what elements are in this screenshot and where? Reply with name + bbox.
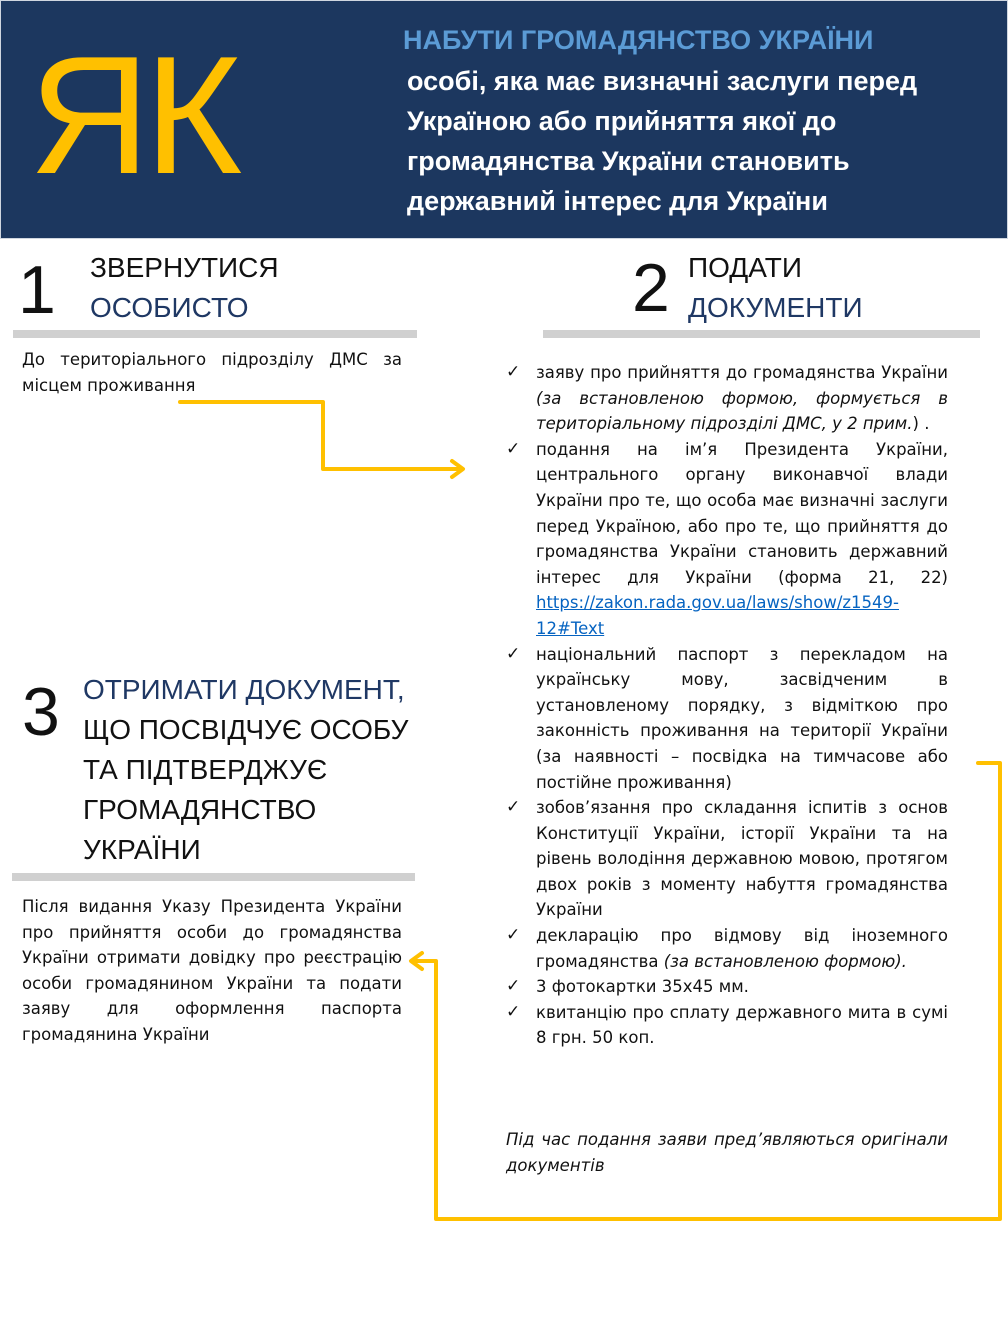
step2-number: 2 [632,250,670,326]
step3-number: 3 [22,674,60,750]
header-big-word: ЯК [29,21,237,209]
check-icon: ✓ [506,925,521,946]
item-italic: (за встановленою формою, формується в територіальному підрозділі ДМС, у 2 прим. [536,388,948,434]
step2-title-line2: ДОКУМЕНТИ [688,292,863,323]
step1-number: 1 [18,252,56,328]
step1-title-line1: ЗВЕРНУТИСЯ [90,252,279,283]
item-text: заяву про прийняття до громадянства України [536,363,948,382]
originals-note: Під час подання заяви пред’являються оригінали документів [506,1130,948,1175]
check-icon: ✓ [506,797,521,818]
item-text: подання на ім’я Президента України, центрального органу виконавчої влади України про те, що особа має визначні заслуги перед Україною, або про те, що прийняття до громадянства України становить державний інтерес для України (форма 21, 22) [536,439,948,587]
item-tail: ) . [912,414,930,434]
item-text: зобов’язання про складання іспитів з основ Конституції України, історії України та на рівень володіння державною мовою, протягом двох років з моменту набуття громадянства України [536,798,948,920]
check-icon: ✓ [506,976,521,997]
arrow-icon [411,763,1000,1219]
check-icon: ✓ [506,438,521,459]
check-icon: ✓ [506,362,521,382]
header-title: НАБУТИ ГРОМАДЯНСТВО УКРАЇНИ [403,25,874,55]
law-link[interactable]: https://zakon.rada.gov.ua/laws/show/z1549-12#Text [536,593,899,638]
header-subtitle: особі, яка має визначні заслуги перед Україною або прийняття якої до громадянства України становить державний інтерес для України [407,66,918,216]
step3-text: Після видання Указу Президента України про прийняття особи до громадянства України отримати довідку про реєстрацію особи громадянином України та подати заяву для оформлення паспорта громадянина України [22,897,402,1044]
item-text: декларацію про відмову від іноземного громадянства [536,926,948,971]
step1-title-line2: ОСОБИСТО [90,292,249,323]
step1-text: До територіального підрозділу ДМС за місцем проживання [22,350,402,395]
step3-title-line1: ОТРИМАТИ ДОКУМЕНТ, [83,674,405,705]
arrow-icon [180,402,463,477]
check-icon: ✓ [506,643,521,664]
item-italic: (за встановленою формою). [663,951,907,971]
step2-title-line1: ПОДАТИ [688,252,802,283]
check-icon: ✓ [506,1001,521,1022]
step3-title-rest: ЩО ПОСВІДЧУЄ ОСОБУ ТА ПІДТВЕРДЖУЄ ГРОМАДЯНСТВО УКРАЇНИ [83,714,409,865]
item-text: квитанцію про сплату державного мита в сумі 8 грн. 50 коп. [536,1002,948,1048]
item-text: 3 фотокартки 35х45 мм. [536,977,749,997]
item-text: національний паспорт з перекладом на українську мову, засвідченим в установленому порядку, з відміткою про законність проживання на території України (за наявності – посвідка на тимчасове або постійне проживання) [536,644,948,792]
